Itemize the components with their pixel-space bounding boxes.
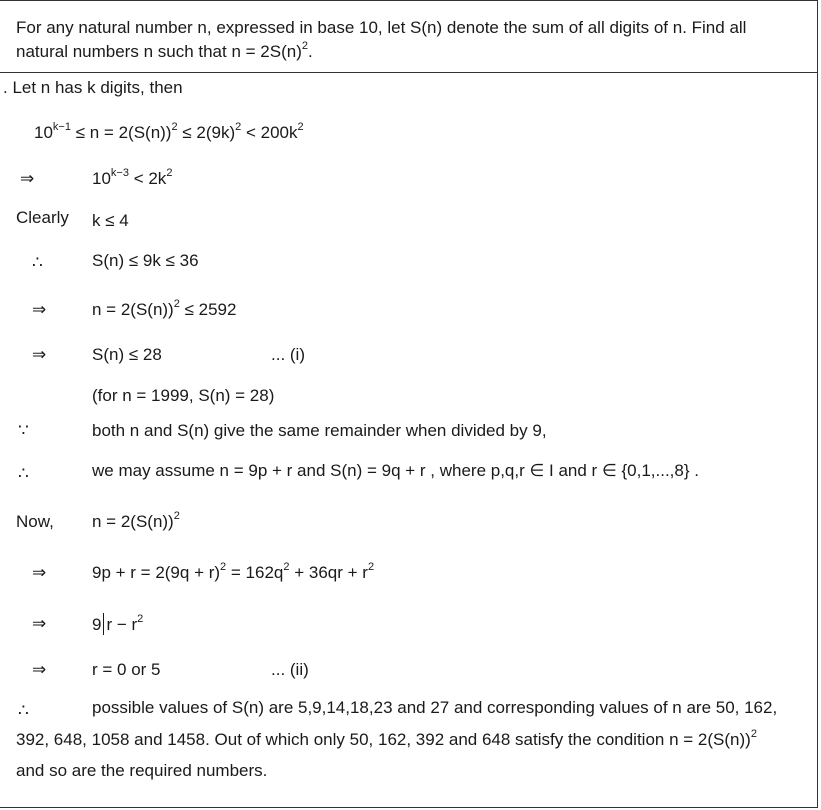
therefore-symbol: ∴ bbox=[18, 701, 29, 720]
because-symbol: ∵ bbox=[18, 421, 29, 440]
intro-line: . Let n has k digits, then bbox=[3, 78, 183, 97]
equation-7: (for n = 1999, S(n) = 28) bbox=[92, 386, 275, 405]
implies-symbol: ⇒ bbox=[20, 169, 35, 188]
now-label: Now, bbox=[16, 512, 54, 531]
equation-11: $9p + r = 2(9q + r)^2 = 162q^2 + 36qr + r^2$ bbox=[92, 561, 375, 582]
implies-symbol: ⇒ bbox=[32, 345, 47, 364]
equation-12: 9 $r - r^2$ bbox=[92, 613, 144, 634]
implies-symbol: ⇒ bbox=[32, 300, 47, 319]
equation-4: S(n) ≤ 9k ≤ 36 bbox=[92, 251, 199, 270]
equation-8: both n and S(n) give the same remainder when divided by 9, bbox=[92, 421, 547, 440]
divider bbox=[0, 72, 818, 73]
equation-2: $10^{k-3} < 2k^2$ bbox=[92, 167, 173, 188]
conclusion-line-3: and so are the required numbers. bbox=[16, 761, 268, 780]
implies-symbol: ⇒ bbox=[32, 614, 47, 633]
implies-symbol: ⇒ bbox=[32, 660, 47, 679]
equation-10: $n = 2(S(n))^2$ bbox=[92, 510, 180, 531]
equation-tag-i: ... (i) bbox=[271, 345, 305, 364]
conclusion-line-1: possible values of S(n) are 5,9,14,18,23 and 27 and corresponding values of n are 50, 162, bbox=[92, 698, 778, 717]
equation-13: r = 0 or 5 bbox=[92, 660, 161, 679]
therefore-symbol: ∴ bbox=[18, 464, 29, 483]
equation-3: k ≤ 4 bbox=[92, 211, 129, 230]
equation-tag-ii: ... (ii) bbox=[271, 660, 309, 679]
divides-bar bbox=[103, 613, 104, 635]
equation-5: $n = 2(S(n))^2 \le 2592$ bbox=[92, 298, 237, 319]
clearly-label: Clearly bbox=[16, 208, 69, 227]
equation-6: S(n) ≤ 28 bbox=[92, 345, 162, 364]
conclusion-line-2: 392, 648, 1058 and 1458. Out of which only 50, 162, 392 and 648 satisfy the condition $n = 2(S(n))^2$ bbox=[16, 728, 757, 749]
equation-9: we may assume n = 9p + r and S(n) = 9q + r , where p,q,r ∈ I and r ∈ {0,1,...,8} . bbox=[92, 461, 699, 480]
equation-1: $10^{k-1} \le n = 2(S(n))^2 \le 2(9k)^2 < 200k^2$ bbox=[34, 121, 304, 142]
implies-symbol: ⇒ bbox=[32, 563, 47, 582]
therefore-symbol: ∴ bbox=[32, 253, 43, 272]
problem-line-1: For any natural number n, expressed in base 10, let S(n) denote the sum of all digits of n. Find all bbox=[16, 18, 747, 37]
problem-line-2: natural numbers n such that $n = 2S(n)^2$. bbox=[16, 40, 313, 61]
